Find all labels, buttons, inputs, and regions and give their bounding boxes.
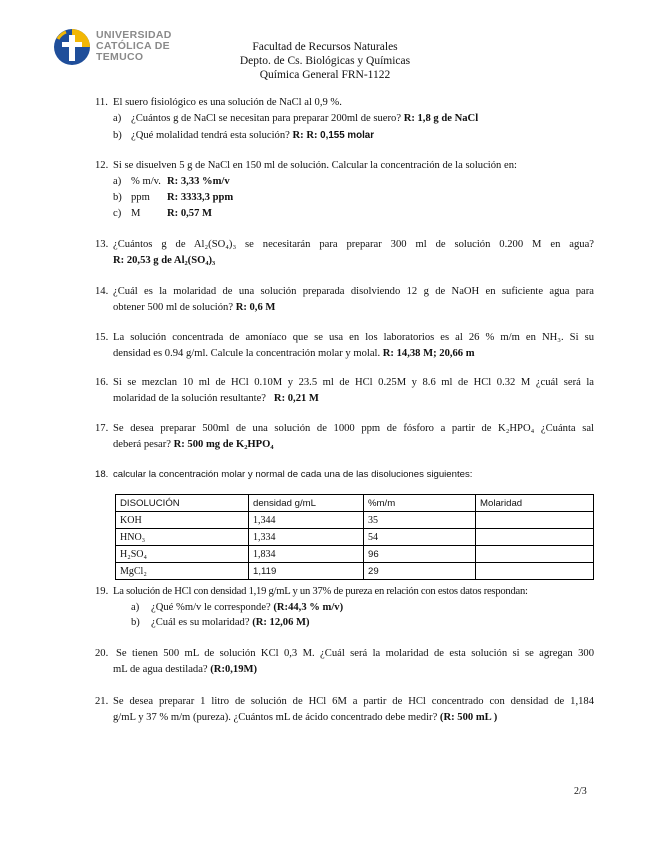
q19-b-text: ¿Cuál es su molaridad? bbox=[151, 617, 253, 628]
col-header-density: densidad g/mL bbox=[249, 495, 364, 512]
q12-c-label: c) bbox=[113, 208, 122, 219]
table-row bbox=[116, 529, 594, 546]
cell-percent: 54 bbox=[364, 529, 476, 546]
cell-percent: 35 bbox=[364, 512, 476, 529]
q12-b-label: b) bbox=[113, 192, 122, 203]
table-row bbox=[116, 512, 594, 529]
q18-number: 18. bbox=[95, 469, 109, 480]
q11-number: 11. bbox=[95, 97, 108, 108]
q19-a-label: a) bbox=[131, 602, 140, 613]
university-logo bbox=[52, 27, 192, 67]
q15-number: 15. bbox=[95, 332, 109, 343]
q19-number: 19. bbox=[95, 586, 109, 597]
q16-line-1: Si se mezclan 10 ml de HCl 0.10M y 23.5 ml de HCl 0.25M y 8.6 ml de HCl 0.32 M ¿cuál será la bbox=[113, 377, 594, 388]
q21-answer: (R: 500 mL ) bbox=[439, 712, 498, 723]
q18-text: calcular la concentración molar y normal de cada una de las disoluciones siguientes: bbox=[113, 469, 473, 480]
q11-b bbox=[131, 127, 374, 144]
cell-density: 1,334 bbox=[249, 529, 364, 546]
table-header-row bbox=[116, 495, 594, 512]
q21-line-2: g/mL y 37 % m/m (pureza). ¿Cuántos mL de ácido concentrado debe medir? bbox=[113, 712, 440, 723]
q12-a-label: a) bbox=[113, 176, 122, 187]
cell-percent: 96 bbox=[364, 546, 476, 563]
logo-line-3: TEMUCO bbox=[96, 51, 144, 63]
header-faculty: Facultad de Recursos Naturales bbox=[252, 41, 398, 53]
page-number: 2/3 bbox=[574, 786, 587, 797]
q20-number: 20. bbox=[95, 648, 109, 659]
col-header-molarity: Molaridad bbox=[476, 495, 594, 512]
cell-solution: MgCl₂ bbox=[116, 563, 249, 580]
q17-line-1: Se desea preparar 500ml de una solución de 1000 ppm de fósforo a partir de K₂HPO₄ ¿Cuánta sal bbox=[113, 423, 594, 434]
cell-solution: H₂SO₄ bbox=[116, 546, 249, 563]
university-emblem-icon bbox=[52, 27, 92, 67]
col-header-solution: DISOLUCIÓN bbox=[116, 495, 249, 512]
q19-text: La solución de HCl con densidad 1,19 g/mL y un 37% de pureza en relación con estos datos respondan: bbox=[113, 586, 528, 597]
q20-line-2: mL de agua destilada? bbox=[113, 664, 211, 675]
table-row bbox=[116, 563, 594, 580]
q19-a-text: ¿Qué %m/v le corresponde? bbox=[151, 602, 274, 613]
q21-number: 21. bbox=[95, 696, 109, 707]
table-row bbox=[116, 546, 594, 563]
q11-a bbox=[131, 110, 478, 127]
q11-a-label: a) bbox=[113, 113, 122, 124]
q11-b-answer-prefix: R: R: bbox=[292, 130, 321, 141]
q14-line-1: ¿Cuál es la molaridad de una solución preparada disolviendo 12 g de NaOH en suficiente agua para bbox=[113, 286, 594, 297]
col-header-percent: %m/m bbox=[364, 495, 476, 512]
q12-text: Si se disuelven 5 g de NaCl en 150 ml de solución. Calcular la concentración de la solución en: bbox=[113, 160, 517, 171]
q15-answer: R: 14,38 M; 20,66 m bbox=[382, 348, 475, 359]
q19-b-label: b) bbox=[131, 617, 140, 628]
q12-a-text: % m/v. bbox=[131, 176, 161, 187]
q19-b-answer: (R: 12,06 M) bbox=[252, 617, 310, 628]
cell-molarity bbox=[476, 546, 594, 563]
solutions-table bbox=[115, 494, 594, 580]
q13-number: 13. bbox=[95, 239, 109, 250]
q14-answer: R: 0,6 M bbox=[235, 302, 276, 313]
header-department: Depto. de Cs. Biológicas y Químicas bbox=[239, 55, 411, 67]
q16-line-2: molaridad de la solución resultante? bbox=[113, 393, 266, 404]
q20-answer: (R:0,19M) bbox=[210, 664, 258, 675]
q16-answer: R: 0,21 M bbox=[273, 393, 319, 404]
q11-a-text: ¿Cuántos g de NaCl se necesitan para preparar 200ml de suero? bbox=[131, 113, 404, 124]
q11-a-answer: R: 1,8 g de NaCl bbox=[403, 113, 479, 124]
cell-solution: KOH bbox=[116, 512, 249, 529]
cell-density: 1,119 bbox=[249, 563, 364, 580]
q15-line-2: densidad es 0.94 g/ml. Calcule la concentración molar y molal. bbox=[113, 348, 383, 359]
cell-percent: 29 bbox=[364, 563, 476, 580]
cell-molarity bbox=[476, 512, 594, 529]
q17-line-2: deberá pesar? bbox=[113, 439, 174, 450]
logo-line-2: CATÓLICA DE bbox=[96, 40, 170, 52]
q13-line-1: ¿Cuántos g de Al₂(SO₄)₃ se necesitarán para preparar 300 ml de solución 0.200 M en agua? bbox=[113, 239, 594, 250]
q21-line-1: Se desea preparar 1 litro de solución de HCl 6M a partir de HCl concentrado con densidad de 1,184 bbox=[113, 696, 594, 707]
q12-b-answer: R: 3333,3 ppm bbox=[167, 192, 234, 203]
cell-molarity bbox=[476, 529, 594, 546]
q17-answer: R: 500 mg de K₂HPO₄ bbox=[173, 439, 274, 450]
q20-line-1: Se tienen 500 mL de solución KCl 0,3 M. ¿Cuál será la molaridad de esta solución si se agregan 300 bbox=[116, 648, 594, 659]
cell-density: 1,834 bbox=[249, 546, 364, 563]
q12-number: 12. bbox=[95, 160, 109, 171]
q17-number: 17. bbox=[95, 423, 109, 434]
logo-line-1: UNIVERSIDAD bbox=[96, 29, 172, 41]
q14-number: 14. bbox=[95, 286, 109, 297]
q11-b-text: ¿Qué molalidad tendrá esta solución? bbox=[131, 130, 293, 141]
q11-b-label: b) bbox=[113, 130, 122, 141]
cell-density: 1,344 bbox=[249, 512, 364, 529]
q11-b-answer: 0,155 molar bbox=[320, 130, 375, 141]
q12-a-answer: R: 3,33 %m/v bbox=[167, 176, 230, 187]
cell-molarity bbox=[476, 563, 594, 580]
q12-c-text: M bbox=[131, 208, 141, 219]
q13-answer: R: 20,53 g de Al₂(SO₄)₃ bbox=[113, 255, 216, 266]
cell-solution: HNO₃ bbox=[116, 529, 249, 546]
q11-text: El suero fisiológico es una solución de NaCl al 0,9 %. bbox=[113, 97, 342, 108]
q14-line-2: obtener 500 ml de solución? bbox=[113, 302, 236, 313]
q15-line-1: La solución concentrada de amoníaco que se usa en los laboratorios es al 26 % m/m en NH₃. Si su bbox=[113, 332, 594, 343]
q19-a-answer: (R:44,3 % m/v) bbox=[273, 602, 344, 613]
q16-number: 16. bbox=[95, 377, 109, 388]
header-course: Química General FRN-1122 bbox=[259, 69, 391, 81]
q12-c-answer: R: 0,57 M bbox=[167, 208, 213, 219]
q12-b-text: ppm bbox=[131, 192, 150, 203]
